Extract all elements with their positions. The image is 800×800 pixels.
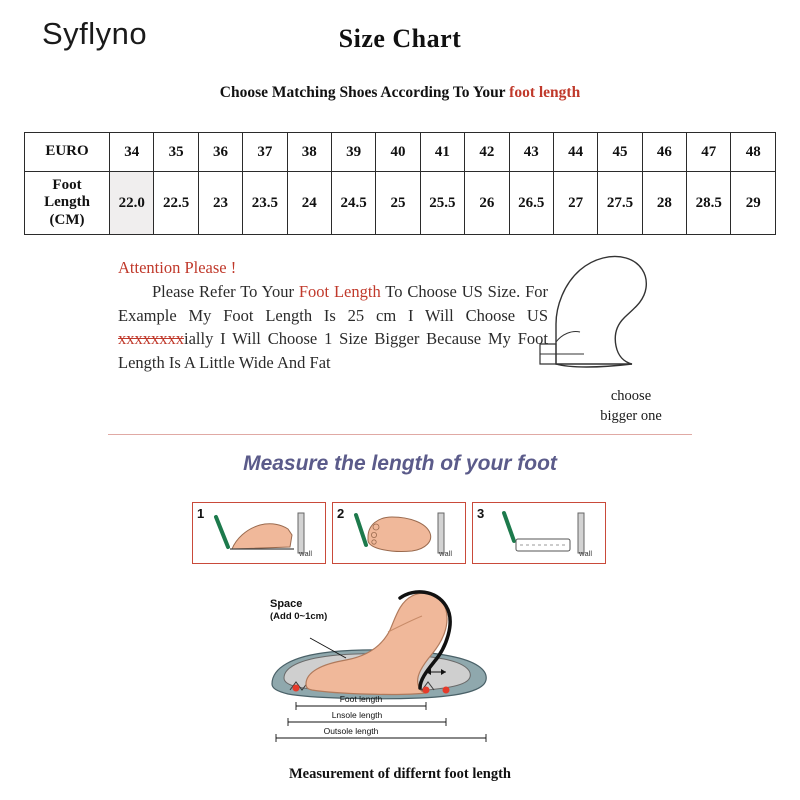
table-cell-euro: 37 (243, 133, 287, 172)
step-wall-label: wall (439, 549, 452, 558)
row-header-line1: Foot (52, 177, 82, 194)
measure-step-1 (192, 502, 326, 564)
table-cell-euro: 44 (553, 133, 597, 172)
step-number: 2 (337, 506, 345, 521)
table-cell-euro: 43 (509, 133, 553, 172)
attention-foot-length: Foot Length (298, 282, 381, 302)
space-label: Space (270, 598, 303, 610)
table-cell-euro: 34 (110, 133, 154, 172)
row-header-euro: EURO (25, 133, 110, 172)
table-cell-euro: 40 (376, 133, 420, 172)
size-table (24, 132, 776, 235)
space-sublabel: (Add 0~1cm) (270, 611, 328, 623)
step-wall-label: wall (579, 549, 592, 558)
row-header-line3: (CM) (49, 211, 85, 228)
table-cell-length: 28.5 (687, 172, 731, 235)
table-cell-length: 28 (642, 172, 686, 235)
table-cell-length: 29 (731, 172, 776, 235)
table-cell-length: 25.5 (420, 172, 464, 235)
measure-step-3 (472, 502, 606, 564)
subtitle-lead: Choose Matching Shoes According To Your (219, 84, 510, 101)
table-cell-euro: 36 (198, 133, 242, 172)
table-row-foot-length (25, 172, 776, 235)
table-cell-euro: 45 (598, 133, 642, 172)
attention-line-b: To Choose US Size. For Example My Foot Length Is 25 cm I Will Choose US (118, 282, 548, 325)
table-cell-euro: 38 (287, 133, 331, 172)
attention-line-c: ially I Will Choose 1 Size Bigger Because My Foot Length Is A Little Wide And Fat (118, 329, 548, 372)
subtitle (0, 84, 800, 102)
attention-line-a: Please Refer To Your (152, 282, 299, 302)
section-divider (108, 434, 692, 435)
table-cell-euro: 39 (331, 133, 375, 172)
table-cell-euro: 41 (420, 133, 464, 172)
table-cell-length: 26.5 (509, 172, 553, 235)
table-row-euro (25, 133, 776, 172)
space-label-group (270, 598, 327, 623)
table-cell-length: 27.5 (598, 172, 642, 235)
measure-step-2 (332, 502, 466, 564)
attention-body (118, 280, 548, 374)
size-table-container (24, 132, 776, 235)
choose-bigger-line1: choose (610, 388, 652, 404)
measure-steps (192, 502, 606, 564)
page-title: Size Chart (338, 24, 462, 53)
table-cell-length: 23.5 (243, 172, 287, 235)
choose-bigger-line2: bigger one (600, 408, 662, 425)
dimension-label-insole-length: Lnsole length (331, 710, 383, 720)
table-cell-euro: 35 (154, 133, 198, 172)
measurement-caption: Measurement of differnt foot length (288, 766, 512, 782)
table-cell-length: 26 (465, 172, 509, 235)
step-number: 1 (197, 506, 205, 521)
table-cell-length: 24 (287, 172, 331, 235)
table-cell-length: 25 (376, 172, 420, 235)
attention-block (118, 256, 548, 374)
table-cell-length: 23 (198, 172, 242, 235)
table-cell-length: 22.0 (110, 172, 154, 235)
choose-bigger-note (556, 386, 706, 427)
foot-outline-sketch (528, 246, 708, 386)
brand-logo: Syflyno (42, 16, 148, 51)
table-cell-length: 24.5 (331, 172, 375, 235)
dimension-label-foot-length: Foot length (339, 694, 383, 704)
dimension-label-outsole-length: Outsole length (323, 726, 379, 736)
row-header-line2: Length (44, 194, 90, 211)
step-number: 3 (477, 506, 485, 521)
table-cell-length: 27 (553, 172, 597, 235)
step-wall-label: wall (299, 549, 312, 558)
row-header-foot-length (25, 172, 110, 235)
table-cell-length: 22.5 (154, 172, 198, 235)
subtitle-highlight: foot length (509, 84, 581, 101)
table-cell-euro: 48 (731, 133, 776, 172)
table-cell-euro: 42 (465, 133, 509, 172)
attention-redacted: xxxxxxxx (118, 329, 184, 349)
measure-title: Measure the length of your foot (243, 452, 557, 475)
attention-heading: Attention Please ! (118, 258, 237, 277)
table-cell-euro: 46 (642, 133, 686, 172)
table-cell-euro: 47 (687, 133, 731, 172)
